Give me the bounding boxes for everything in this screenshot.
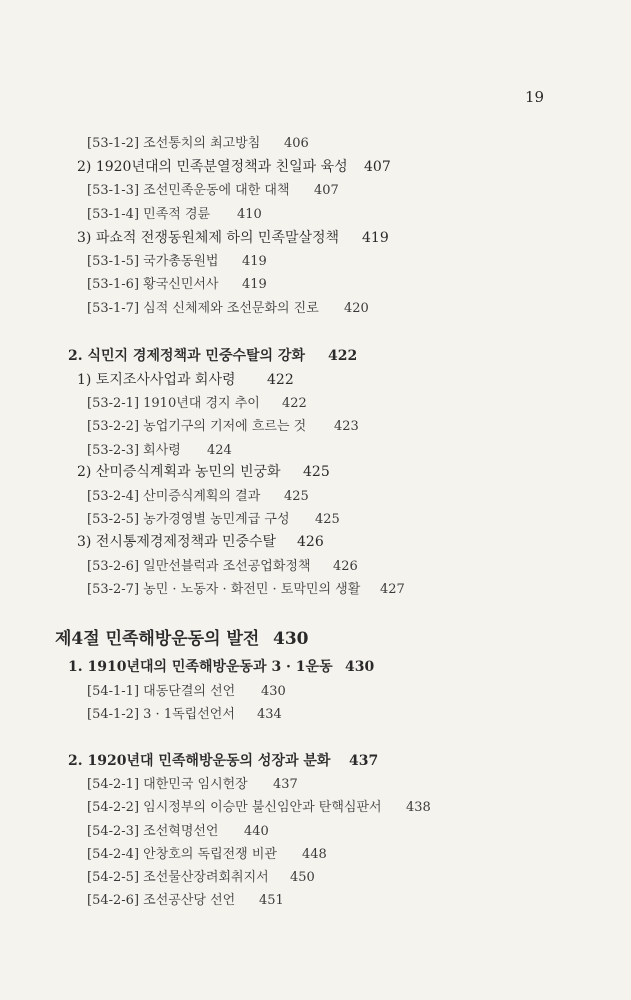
toc-entry <box>68 753 379 769</box>
toc-entry-page: 451 <box>259 893 284 908</box>
toc-entry-page: 410 <box>237 207 262 222</box>
toc-entry <box>87 512 340 527</box>
toc-entry-page: 422 <box>267 372 294 388</box>
toc-entry-page: 425 <box>303 464 330 480</box>
toc-entry-page: 422 <box>328 348 358 364</box>
toc-entry <box>87 136 309 151</box>
toc-entry <box>87 443 232 458</box>
toc-entry-page: 407 <box>314 183 339 198</box>
toc-entry-title: 1) 토지조사사업과 회사령 <box>77 372 236 388</box>
toc-entry-page: 437 <box>273 777 298 792</box>
toc-entry <box>77 159 391 175</box>
toc-entry-page: 424 <box>207 443 232 458</box>
toc-entry-page: 419 <box>242 254 267 269</box>
toc-entry-page: 419 <box>362 230 389 246</box>
toc-entry-page: 430 <box>345 659 375 675</box>
toc-entry-title: 제4절 민족해방운동의 발전 <box>55 629 260 649</box>
toc-entry-title: [54-2-2] 임시정부의 이승만 불신임안과 탄핵심판서 <box>87 800 382 815</box>
toc-entry <box>87 870 315 885</box>
toc-entry-page: 440 <box>244 824 269 839</box>
toc-entry <box>87 777 298 792</box>
toc-entry <box>87 301 369 316</box>
toc-entry-title: [53-2-2] 농업기구의 기저에 흐르는 것 <box>87 419 307 434</box>
toc-entry-page: 406 <box>284 136 309 151</box>
toc-entry-title: [54-2-3] 조선혁명선언 <box>87 824 219 839</box>
toc-entry <box>87 582 405 597</box>
toc-entry-title: [53-1-2] 조선통치의 최고방침 <box>87 136 261 151</box>
toc-entry-title: [53-1-7] 심적 신체제와 조선문화의 진로 <box>87 301 319 316</box>
toc-entry-page: 437 <box>349 753 379 769</box>
toc-entry-title: 3) 전시통제경제정책과 민중수탈 <box>77 534 277 550</box>
toc-entry-title: [53-2-4] 산미증식계획의 결과 <box>87 489 261 504</box>
toc-entry <box>87 207 262 222</box>
toc-entry-title: [53-2-5] 농가경영별 농민계급 구성 <box>87 512 290 527</box>
toc-entry-page: 419 <box>242 277 267 292</box>
toc-entry <box>87 707 282 722</box>
toc-entry-title: [53-2-7] 농민 · 노동자 · 화전민 · 토막민의 생활 <box>87 582 361 597</box>
page-number: 19 <box>525 88 545 106</box>
toc-entry <box>87 800 431 815</box>
toc-entry <box>55 629 309 649</box>
toc-entry <box>87 277 267 292</box>
toc-entry-title: 2) 산미증식계획과 농민의 빈궁화 <box>77 464 281 480</box>
toc-entry <box>87 893 284 908</box>
toc-entry-page: 425 <box>315 512 340 527</box>
toc-entry <box>77 534 324 550</box>
toc-entry-title: [53-1-5] 국가총동원법 <box>87 254 219 269</box>
toc-entry-page: 426 <box>297 534 324 550</box>
toc-entry-title: [54-2-1] 대한민국 임시헌장 <box>87 777 248 792</box>
toc-entry-title: [53-1-4] 민족적 경륜 <box>87 207 211 222</box>
toc-entry-page: 438 <box>406 800 431 815</box>
toc-entry <box>87 559 358 574</box>
toc-entry-page: 430 <box>261 684 286 699</box>
toc-entry-title: [53-1-6] 황국신민서사 <box>87 277 219 292</box>
toc-entry-title: [54-2-4] 안창호의 독립전쟁 비관 <box>87 847 277 862</box>
toc-entry-title: [53-2-1] 1910년대 경지 추이 <box>87 396 260 411</box>
toc-entry-title: [54-2-6] 조선공산당 선언 <box>87 893 236 908</box>
toc-entry-title: [53-2-6] 일만선블럭과 조선공업화정책 <box>87 559 311 574</box>
toc-entry-page: 422 <box>282 396 307 411</box>
toc-entry <box>68 348 358 364</box>
toc-entry <box>87 847 327 862</box>
toc-entry <box>87 684 286 699</box>
toc-entry-title: 2) 1920년대의 민족분열정책과 친일파 육성 <box>77 159 348 175</box>
toc-entry-page: 425 <box>284 489 309 504</box>
toc-entry <box>87 489 309 504</box>
toc-entry-title: 2. 식민지 경제정책과 민중수탈의 강화 <box>68 348 305 364</box>
toc-entry <box>87 396 307 411</box>
toc-entry-title: [54-1-1] 대동단결의 선언 <box>87 684 236 699</box>
toc-entry <box>87 183 339 198</box>
toc-entry-page: 420 <box>344 301 369 316</box>
toc-entry-page: 450 <box>290 870 315 885</box>
toc-entry <box>77 464 330 480</box>
toc-entry-page: 426 <box>333 559 358 574</box>
toc-entry-title: [54-1-2] 3 · 1독립선언서 <box>87 707 235 722</box>
toc-entry <box>87 419 359 434</box>
toc-entry-title: [53-1-3] 조선민족운동에 대한 대책 <box>87 183 290 198</box>
toc-entry-title: 3) 파쇼적 전쟁동원체제 하의 민족말살정책 <box>77 230 340 246</box>
toc-entry <box>87 824 269 839</box>
toc-entry-title: 2. 1920년대 민족해방운동의 성장과 분화 <box>68 753 331 769</box>
toc-entry <box>77 230 389 246</box>
toc-entry <box>77 372 294 388</box>
toc-entry <box>87 254 267 269</box>
toc-entry-title: [53-2-3] 회사령 <box>87 443 181 458</box>
toc-entry-page: 407 <box>364 159 391 175</box>
toc-entry-title: 1. 1910년대의 민족해방운동과 3 · 1운동 <box>68 659 333 675</box>
toc-entry-page: 430 <box>273 629 309 649</box>
toc-entry <box>68 659 375 675</box>
toc-entry-page: 423 <box>334 419 359 434</box>
toc-entry-title: [54-2-5] 조선물산장려회취지서 <box>87 870 269 885</box>
toc-entry-page: 427 <box>380 582 405 597</box>
toc-entry-page: 448 <box>302 847 327 862</box>
toc-entry-page: 434 <box>257 707 282 722</box>
